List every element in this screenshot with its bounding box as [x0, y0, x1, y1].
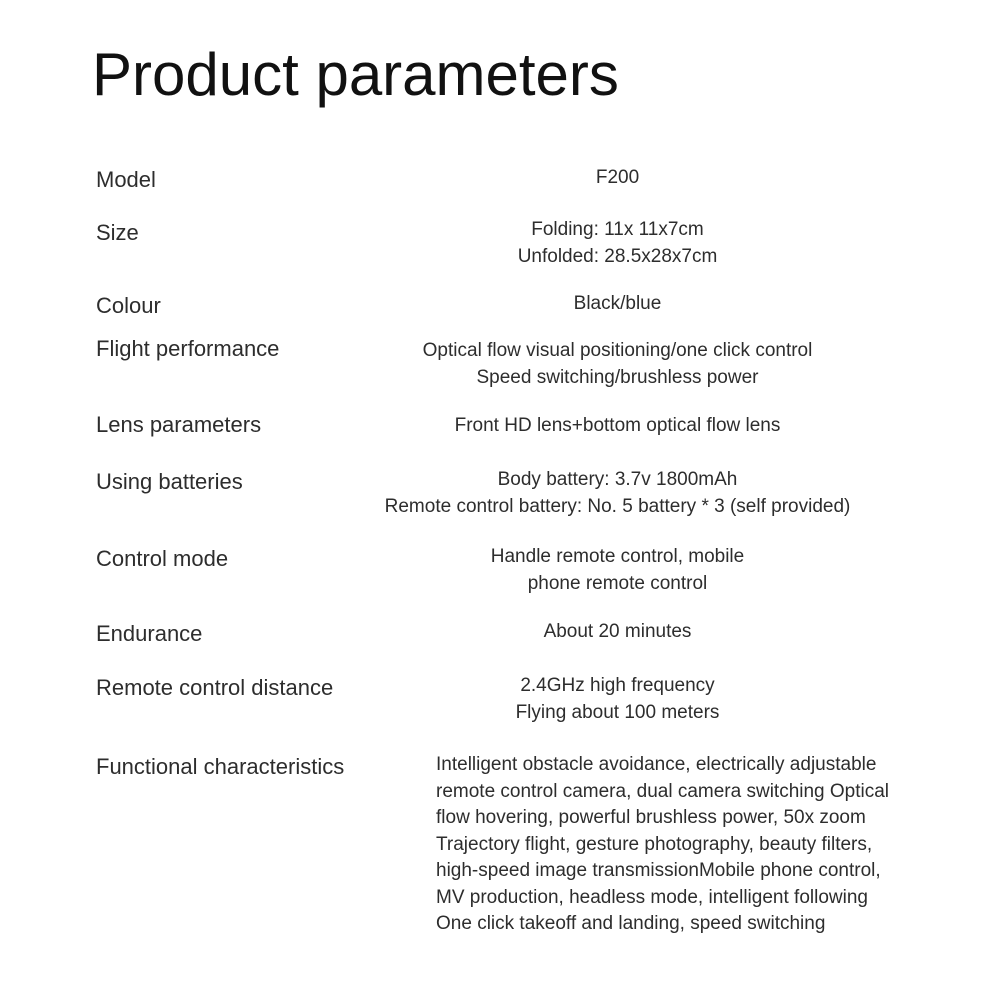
param-value-size [380, 217, 855, 270]
param-value-remote-control-distance [380, 673, 855, 726]
param-label-model: Model [96, 167, 156, 192]
param-value-line: Optical flow visual positioning/one click control [422, 340, 813, 361]
param-value-line: One click takeoff and landing, speed switching [436, 913, 826, 934]
param-value-line: Front HD lens+bottom optical flow lens [454, 415, 781, 436]
param-value-line: Remote control battery: No. 5 battery * 3 (self provided) [384, 495, 851, 517]
param-value-line: high-speed image transmissionMobile phone control, [436, 860, 881, 881]
param-label-size: Size [96, 220, 139, 245]
param-value-line: Black/blue [573, 293, 662, 314]
param-value-lens-parameters [380, 413, 855, 440]
param-label-using-batteries: Using batteries [96, 469, 243, 494]
param-value-line: Handle remote control, mobile [490, 546, 745, 567]
param-value-line: flow hovering, powerful brushless power, 50x zoom [436, 807, 866, 828]
param-value-line: About 20 minutes [543, 621, 692, 642]
param-value-colour [380, 291, 855, 318]
param-value-endurance [380, 619, 855, 646]
param-value-line: Flying about 100 meters [515, 701, 720, 723]
param-label-flight-performance: Flight performance [96, 336, 280, 361]
param-value-functional-characteristics [436, 752, 956, 938]
param-value-flight-performance [380, 338, 855, 391]
param-value-line: phone remote control [527, 572, 708, 594]
param-value-control-mode [380, 544, 855, 597]
param-value-line: F200 [595, 167, 640, 188]
param-value-line: 2.4GHz high frequency [520, 675, 715, 696]
param-value-line: MV production, headless mode, intelligent following [436, 886, 868, 908]
param-value-line: Trajectory flight, gesture photography, beauty filters, [436, 833, 873, 855]
param-value-line: Intelligent obstacle avoidance, electrically adjustable [436, 754, 877, 775]
param-value-line: remote control camera, dual camera switching Optical [436, 780, 890, 802]
param-label-remote-control-distance: Remote control distance [96, 675, 334, 700]
param-label-functional-characteristics: Functional characteristics [96, 754, 345, 779]
param-value-using-batteries [380, 467, 855, 520]
param-label-lens-parameters: Lens parameters [96, 412, 262, 437]
param-value-line: Speed switching/brushless power [476, 366, 759, 388]
param-value-line: Folding: 11x 11x7cm [531, 219, 704, 240]
param-value-line: Unfolded: 28.5x28x7cm [517, 245, 718, 267]
param-label-control-mode: Control mode [96, 546, 229, 571]
param-label-endurance: Endurance [96, 621, 203, 646]
param-value-line: Body battery: 3.7v 1800mAh [497, 469, 738, 490]
page-title: Product parameters [92, 41, 619, 108]
param-value-model [380, 165, 855, 192]
param-label-colour: Colour [96, 293, 161, 318]
